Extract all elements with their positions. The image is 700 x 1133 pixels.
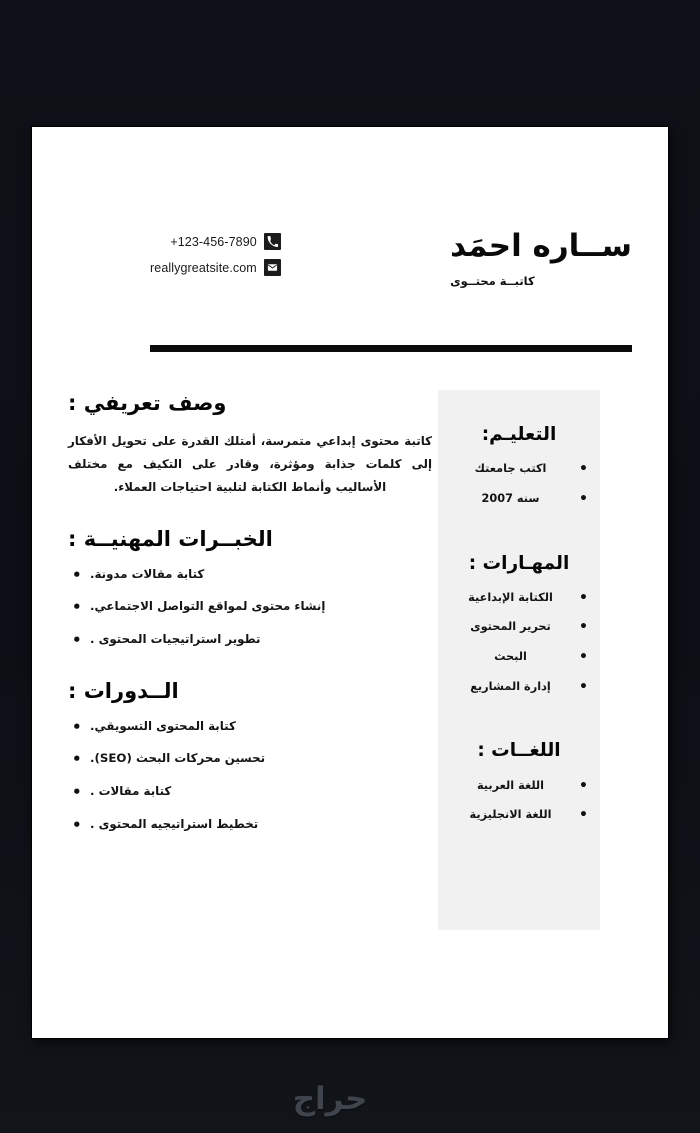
main-heading-courses: الــدورات :: [68, 679, 179, 704]
list-item: كتابة مقالات مدونة. •: [68, 567, 432, 583]
watermark-text: حراج: [292, 1081, 368, 1117]
list-item: تخطيط استراتيجيه المحتوى . •: [68, 817, 432, 833]
sidebar-panel: [438, 390, 600, 930]
resume-header: [32, 230, 668, 330]
list-item: • البحث: [448, 650, 590, 665]
main-heading-experience: الخبــرات المهنيــة :: [68, 527, 273, 552]
main-heading-summary: وصف تعريفي :: [68, 391, 227, 415]
list-item: • إدارة المشاريع: [448, 680, 590, 695]
sidebar-heading-skills: المهـارات :: [468, 552, 570, 574]
header-divider: [150, 345, 632, 352]
list-item: • اللغة العربية: [448, 779, 590, 794]
envelope-icon: [264, 259, 281, 276]
sidebar-heading-languages: اللغــات :: [477, 740, 561, 762]
list-item: • تحرير المحتوى: [448, 620, 590, 635]
list-item: • سنه 2007: [448, 492, 590, 507]
list-item: تحسين محركات البحث (SEO). •: [68, 751, 432, 767]
list-item: • الكتابة الإبداعية: [448, 591, 590, 606]
list-item: تطوير استراتيجيات المحتوى . •: [68, 632, 432, 648]
name-block: [450, 230, 632, 288]
main-column: [68, 390, 432, 850]
resume-page: [32, 127, 668, 1038]
list-item: • اللغة الانجليزية: [448, 808, 590, 823]
sidebar-list-skills: [448, 591, 590, 695]
candidate-name: ســاره احمَد: [450, 228, 632, 264]
list-item: • اكتب جامعتك: [448, 462, 590, 477]
list-item: كتابة مقالات . •: [68, 784, 432, 800]
contact-website-row[interactable]: [150, 259, 281, 276]
contact-block: [150, 233, 281, 285]
contact-website-text: reallygreatsite.com: [150, 260, 257, 275]
summary-text: كاتبة محتوى إبداعي متمرسة، أمتلك القدرة على تحويل الأفكار إلى كلمات جذابة ومؤثرة، وقادر على التكيف مع مختلف الأساليب وأنماط الكتابة لتلبية احتياجات العملاء.: [68, 434, 432, 495]
watermark: [0, 1081, 700, 1117]
main-list-courses: [68, 719, 432, 834]
contact-phone-text: +123-456-7890: [170, 234, 257, 249]
resume-body: [32, 390, 668, 1038]
sidebar-list-education: [448, 462, 590, 506]
list-item: إنشاء محتوى لمواقع التواصل الاجتماعي. •: [68, 599, 432, 615]
list-item: كتابة المحتوى التسويقي. •: [68, 719, 432, 735]
sidebar-list-languages: [448, 779, 590, 823]
contact-phone-row[interactable]: [150, 233, 281, 250]
phone-icon: [264, 233, 281, 250]
candidate-job-title: كاتبــة محتــوى: [450, 273, 535, 288]
main-list-experience: [68, 567, 432, 649]
sidebar-heading-education: التعليـم:: [481, 424, 557, 445]
